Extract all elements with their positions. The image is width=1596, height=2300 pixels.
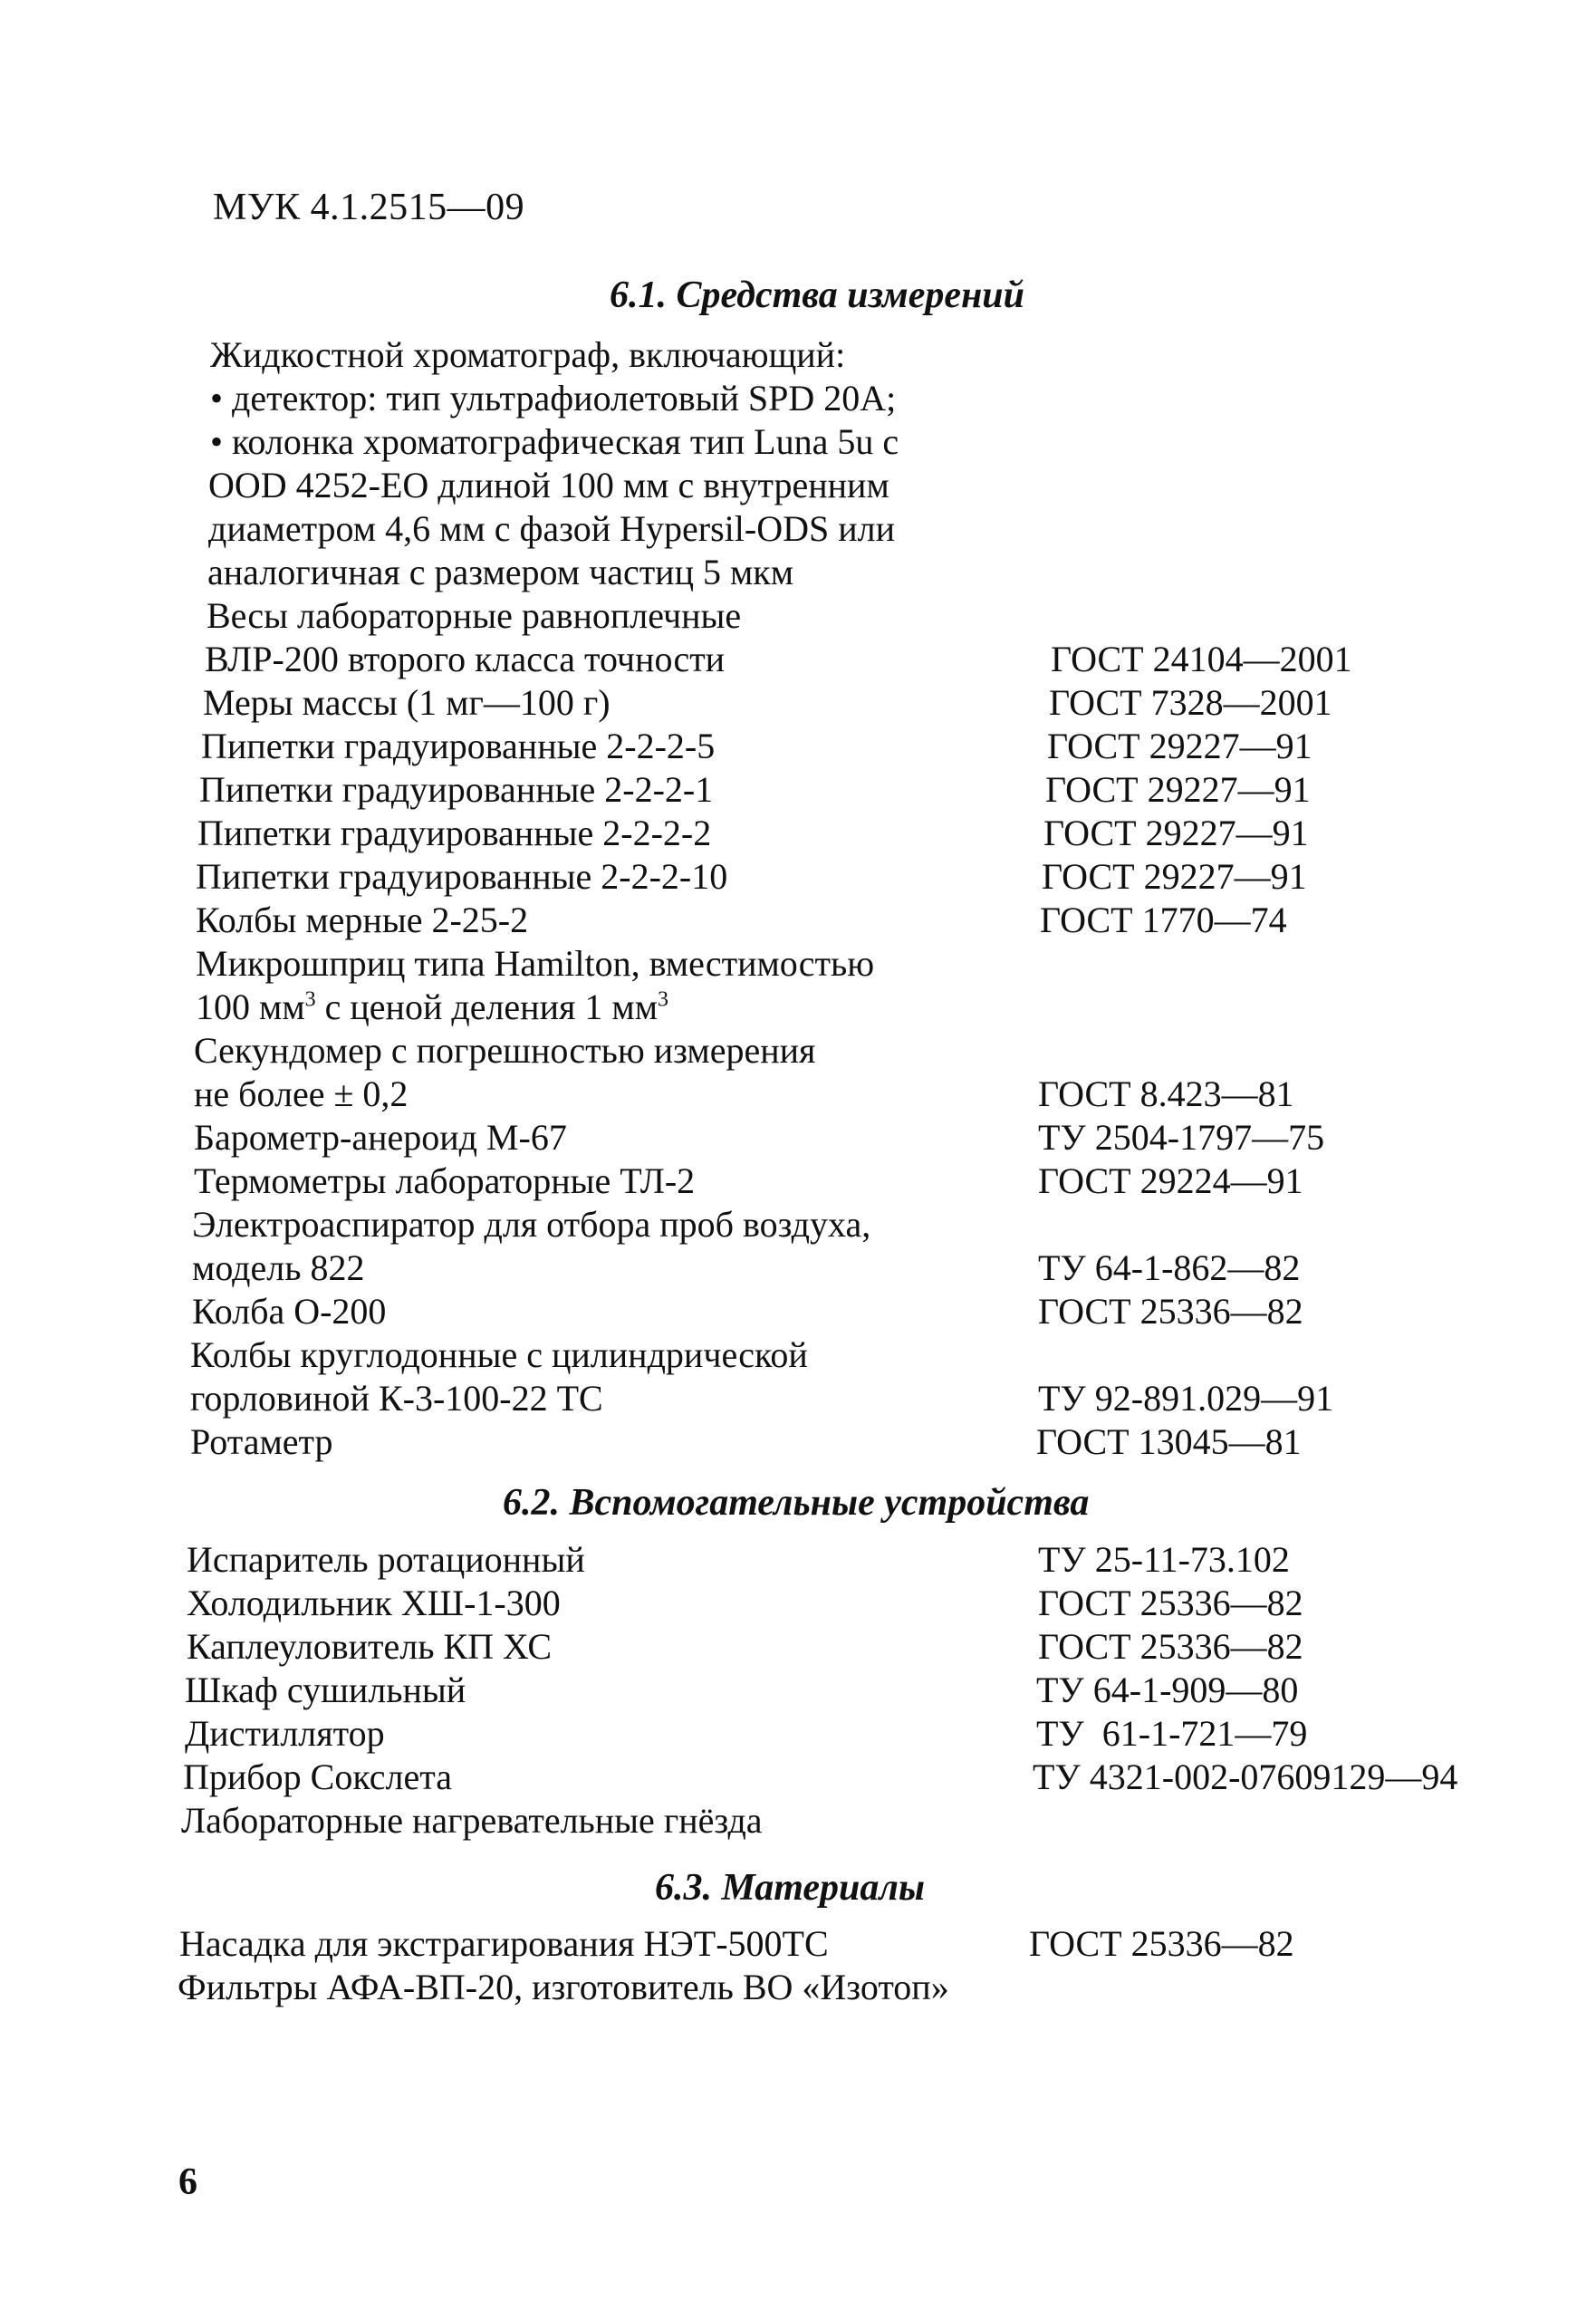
document-code: МУК 4.1.2515—09 [213, 187, 525, 228]
list-item: 100 $мм^3$ с ценой деления 1 $мм^3$ [196, 986, 669, 1027]
section-heading-materials: 6.3. Материалы [655, 1867, 926, 1909]
page-number: 6 [178, 2161, 197, 2203]
document-page: МУК 4.1.2515—09 6.1. Средства измерений Жидкостной хроматограф, включающий: • детектор: тип ультрафиолетовый SPD 20А; • колонка хроматографическая тип Luna 5u с OOD 4252-EO длиной 100 мм с внутренним диаметром 4,6 мм с фазой Hypersil-ODS или аналогичная с размером частиц 5 мкм Весы лабораторные равноплечные ВЛР-200 второго класса точности ГОСТ 24104—2001 Меры массы (1 мг—100 г) ГОСТ 7328—2001 Пипетки градуированные 2-2-2-5 ГОСТ 29227—91 Пипетки градуированные 2-2-2-1 ГОСТ 29227—91 Пипетки градуированные 2-2-2-2 ГОСТ 29227—91 Пипетки градуированные 2-2-2-10 ГОСТ 29227—91 Колбы мерные 2-25-2 ГОСТ 1770—74 Микрошприц типа Hamilton, вместимостью 100 $мм^3$ с ценой деления 1 $мм^3$ Секундомер с погрешностью измерения не более ± 0,2 ГОСТ 8.423—81 Барометр-анероид М-67 ТУ 2504-1797—75 Термометры лабораторные ТЛ-2 ГОСТ 29224—91 Электроаспиратор для отбора проб воздуха, модель 822 ТУ 64-1-862—82 Колба О-200 ГОСТ 25336—82 Колбы круглодонные с цилиндрической горловиной К-3-100-22 ТС ТУ 92-891.029—91 Ротаметр ГОСТ 13045—81 6.2. Вспомогательные устройства Испаритель ротационный ТУ 25-11-73.102 Холодильник ХШ-1-300 ГОСТ 25336—82 Каплеуловитель КП ХС ГОСТ 25336—82 Шкаф сушильный ТУ 64-1-909—80 Дистиллятор ТУ 61-1-721—79 Прибор Сокслета ТУ 4321-002-07609129—94 Лабораторные нагревательные гнёзда 6.3. Материалы Насадка для экстрагирования НЭТ-500ТС ГОСТ 25336—82 Фильтры АФА-ВП-20, изготовитель ВО «Изотоп» 6 [178, 187, 1458, 2203]
section-heading-auxiliary-devices: 6.2. Вспомогательные устройства [503, 1482, 1090, 1524]
section-heading-measurement-tools: 6.1. Средства измерений [610, 274, 1025, 316]
